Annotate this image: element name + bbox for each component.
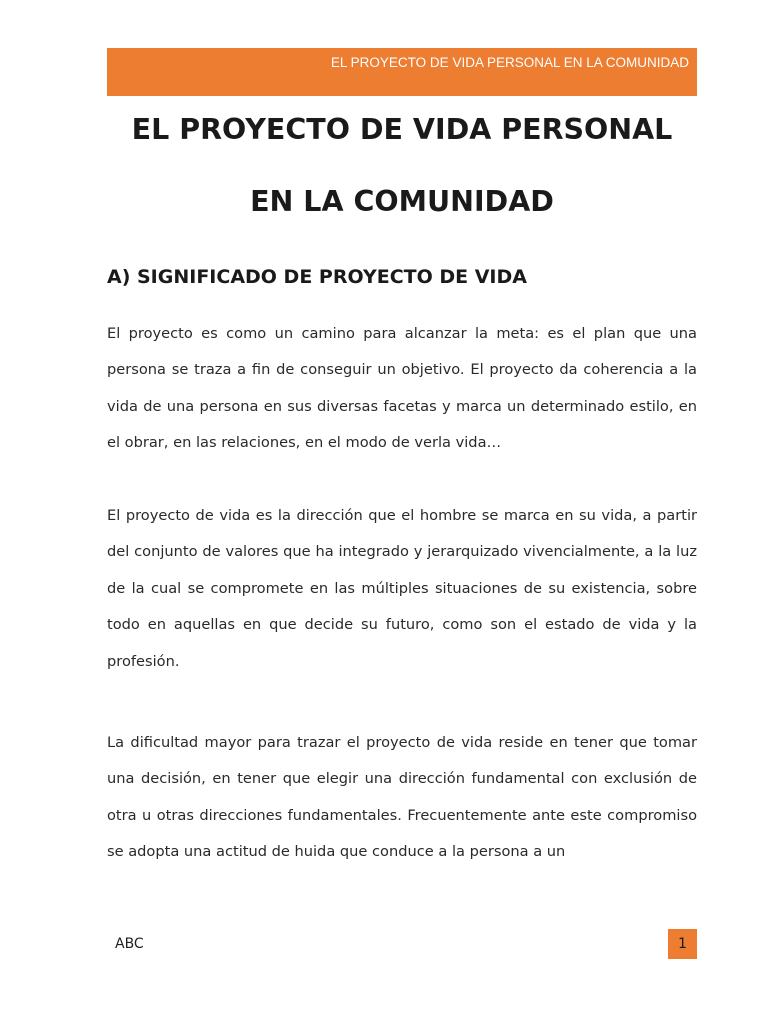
footer-label: ABC: [115, 936, 144, 952]
body-paragraph-1: El proyecto es como un camino para alcanzar la meta: es el plan que una persona se traza a fin de conseguir un objetivo. El proyecto da coherencia a la vida de una persona en sus diversas facetas y marca un determinado estilo, en el obrar, en las relaciones, en el modo de verla vida…: [107, 325, 697, 452]
body-paragraph-3: La dificultad mayor para trazar el proyecto de vida reside en tener que tomar una decisión, en tener que elegir una dirección fundamental con exclusión de otra u otras direcciones fundamentales. Frecuentemente ante este compromiso se adopta una actitud de huida que conduce a la persona a un: [107, 734, 697, 861]
body-paragraph-2: El proyecto de vida es la dirección que el hombre se marca en su vida, a partir del conjunto de valores que ha integrado y jerarquizado vivencialmente, a la luz de la cual se compromete en las múltiples situaciones de su existencia, sobre todo en aquellas en que decide su futuro, como son el estado de vida y la profesión.: [107, 507, 697, 670]
document-title-line-1: EL PROYECTO DE VIDA PERSONAL: [131, 113, 673, 146]
section-heading: A) SIGNIFICADO DE PROYECTO DE VIDA: [107, 266, 527, 288]
document-title-line-2: EN LA COMUNIDAD: [250, 185, 554, 218]
running-header-title: EL PROYECTO DE VIDA PERSONAL EN LA COMUNIDAD: [330, 55, 689, 70]
page-header-bar: [107, 48, 697, 96]
page-number-badge: 1: [668, 929, 697, 959]
